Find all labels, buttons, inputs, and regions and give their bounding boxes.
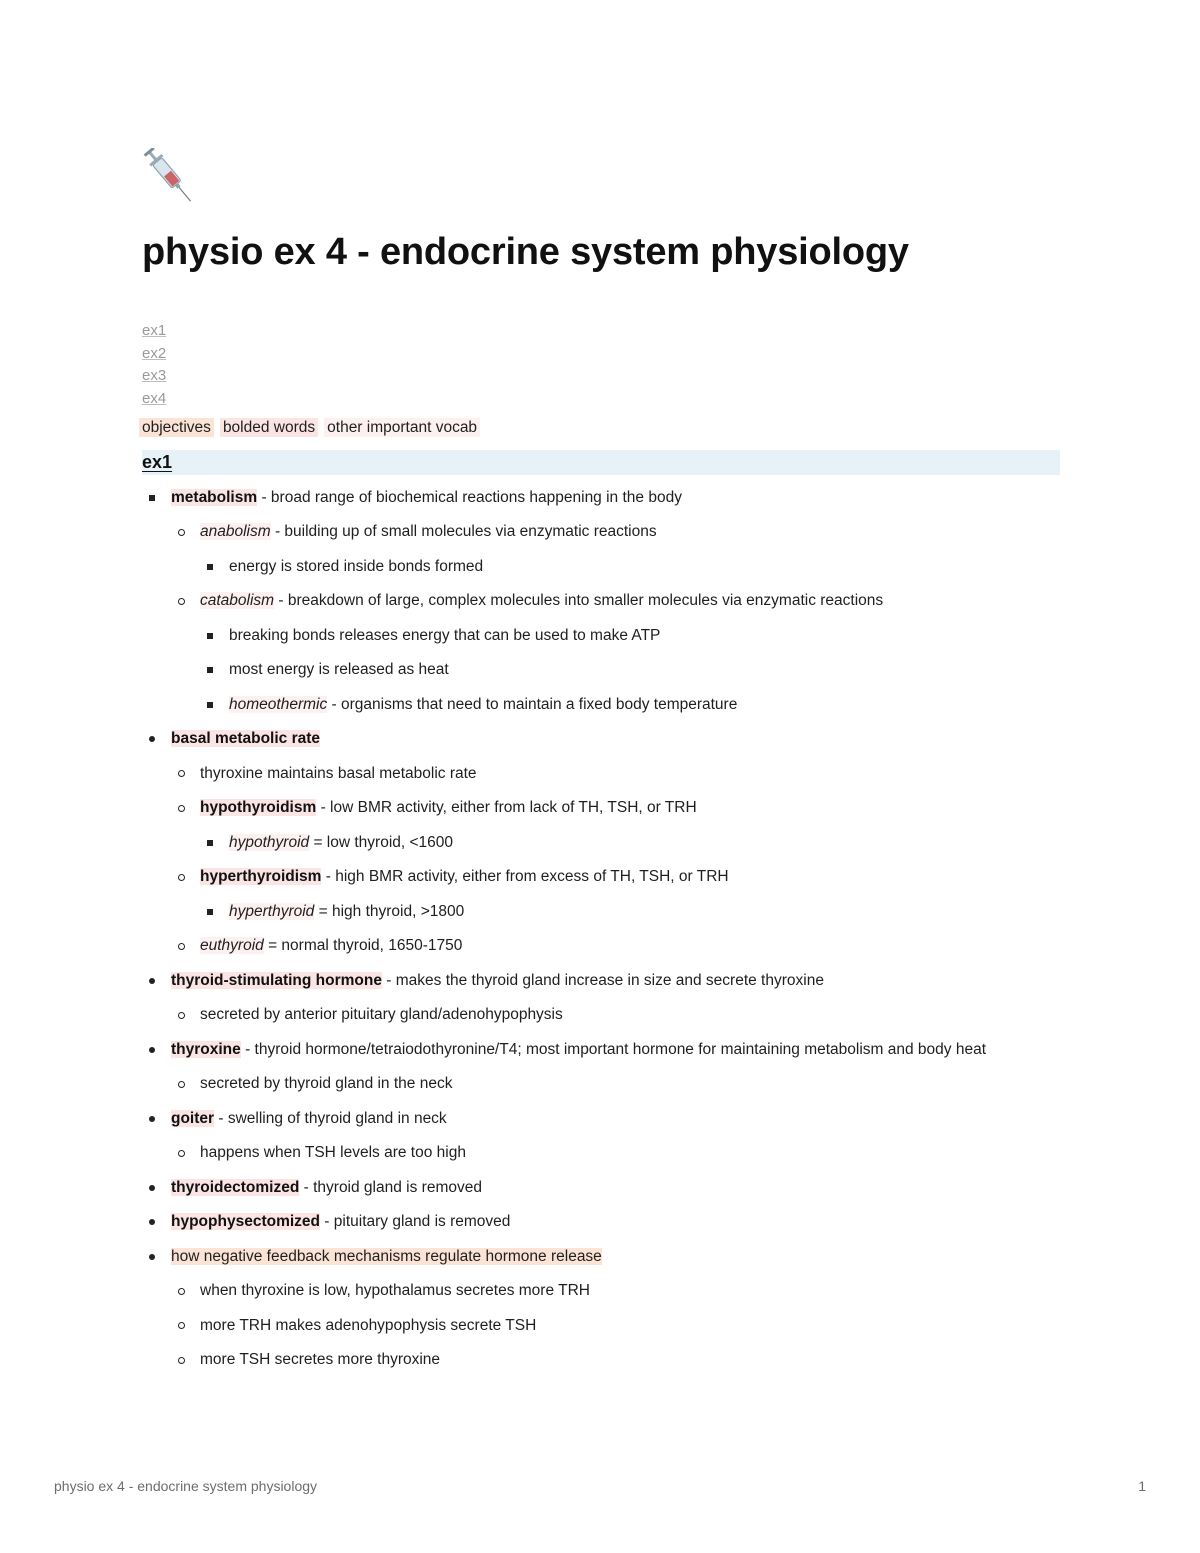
legend-other-vocab: other important vocab [324,418,480,437]
term: hypothyroid [229,833,310,851]
bullet-icon [207,633,213,639]
term: hypothyroidism [200,799,317,817]
toc-link-ex2[interactable]: ex2 [142,344,167,362]
definition: - organisms that need to maintain a fixed body temperature [327,695,738,713]
term: basal metabolic rate [171,730,321,748]
definition: - building up of small molecules via enzymatic reactions [270,523,657,541]
definition: - makes the thyroid gland increase in size and secrete thyroxine [381,971,824,989]
highlight-legend [142,416,1060,440]
term: euthyroid [200,937,264,955]
definition: = normal thyroid, 1650-1750 [263,937,463,955]
bullet-icon [178,1081,185,1088]
page-content [142,148,1060,1372]
page-footer [54,1478,1146,1494]
bullet-icon [149,1219,155,1225]
term: thyroxine [171,1040,241,1058]
bullet-icon [207,564,213,570]
list-item [171,1314,1060,1338]
bullet-icon [178,1012,185,1019]
list-item [200,658,1060,682]
list-item [142,1038,1060,1097]
bullet-icon [178,1322,185,1329]
list-item [200,693,1060,717]
toc-link-ex4[interactable]: ex4 [142,389,167,407]
list-item [171,796,1060,855]
list-item [171,865,1060,924]
footer-title: physio ex 4 - endocrine system physiology [54,1478,318,1494]
bullet-icon [178,874,185,881]
term: thyroid-stimulating hormone [171,971,382,989]
definition: - pituitary gland is removed [320,1213,511,1231]
section-heading [142,450,1060,475]
term: homeothermic [229,695,328,713]
list-item [200,555,1060,579]
note-text: energy is stored inside bonds formed [229,557,484,575]
bullet-icon [207,702,213,708]
list-item [200,900,1060,924]
list-item [142,1245,1060,1373]
toc-link-ex3[interactable]: ex3 [142,367,167,385]
note-text: when thyroxine is low, hypothalamus secretes more TRH [200,1282,590,1300]
bullet-icon [178,1150,185,1157]
list-item [171,589,1060,717]
bullet-icon [149,1254,155,1260]
bullet-icon [149,495,155,501]
page-title: physio ex 4 - endocrine system physiology [142,231,909,273]
page-number: 1 [1138,1478,1146,1494]
bullet-icon [178,529,185,536]
objective: how negative feedback mechanisms regulate hormone release [171,1247,602,1265]
definition: - thyroid hormone/tetraiodothyronine/T4; most important hormone for maintaining metabolism and body heat [240,1040,987,1058]
definition: - thyroid gland is removed [299,1178,482,1196]
list-item [142,1107,1060,1166]
legend-bolded-words: bolded words [220,418,318,437]
list-item [142,1176,1060,1200]
term: metabolism [171,488,258,506]
list-item [142,486,1060,717]
definition: - swelling of thyroid gland in neck [214,1109,447,1127]
list-item [171,1072,1060,1096]
bullet-icon [207,909,213,915]
bullet-icon [149,978,155,984]
note-text: secreted by anterior pituitary gland/adenohypophysis [200,1006,563,1024]
definition: - broad range of biochemical reactions happening in the body [257,488,682,506]
bullet-icon [149,736,155,742]
list-item [171,1141,1060,1165]
legend-objectives: objectives [139,418,214,437]
term: hypophysectomized [171,1213,320,1231]
definition: = low thyroid, <1600 [309,833,454,851]
bullet-icon [149,1116,155,1122]
note-text: secreted by thyroid gland in the neck [200,1075,453,1093]
section-heading-text: ex1 [142,452,173,473]
table-of-contents [142,320,1060,410]
note-text: more TSH secretes more thyroxine [200,1351,441,1369]
note-text: happens when TSH levels are too high [200,1144,466,1162]
definition: = high thyroid, >1800 [314,902,465,920]
term: goiter [171,1109,215,1127]
list-item [171,1279,1060,1303]
definition: - breakdown of large, complex molecules into smaller molecules via enzymatic reactions [274,592,884,610]
list-item [171,1003,1060,1027]
bullet-icon [149,1185,155,1191]
list-item [142,727,1060,958]
term: hyperthyroidism [200,868,322,886]
note-text: more TRH makes adenohypophysis secrete TSH [200,1316,537,1334]
note-text: breaking bonds releases energy that can be used to make ATP [229,626,661,644]
bullet-icon [178,805,185,812]
term: hyperthyroid [229,902,315,920]
bullet-icon [149,1047,155,1053]
bullet-icon [207,667,213,673]
definition: - high BMR activity, either from excess of TH, TSH, or TRH [321,868,729,886]
bullet-icon [178,1288,185,1295]
definition: - low BMR activity, either from lack of TH, TSH, or TRH [316,799,697,817]
term: thyroidectomized [171,1178,300,1196]
bullet-icon [178,770,185,777]
list-item [171,934,1060,958]
note-text: thyroxine maintains basal metabolic rate [200,764,477,782]
toc-link-ex1[interactable]: ex1 [142,322,167,339]
note-text: most energy is released as heat [229,661,449,679]
list-item [171,762,1060,786]
list-item [142,969,1060,1028]
list-item [142,1210,1060,1234]
notes-list [142,486,1060,1373]
syringe-icon [142,148,202,210]
list-item [200,624,1060,648]
list-item [200,831,1060,855]
list-item [171,1348,1060,1372]
bullet-icon [207,840,213,846]
bullet-icon [178,1357,185,1364]
bullet-icon [178,943,185,950]
list-item [171,520,1060,579]
term: catabolism [200,592,275,610]
term: anabolism [200,523,271,541]
bullet-icon [178,598,185,605]
